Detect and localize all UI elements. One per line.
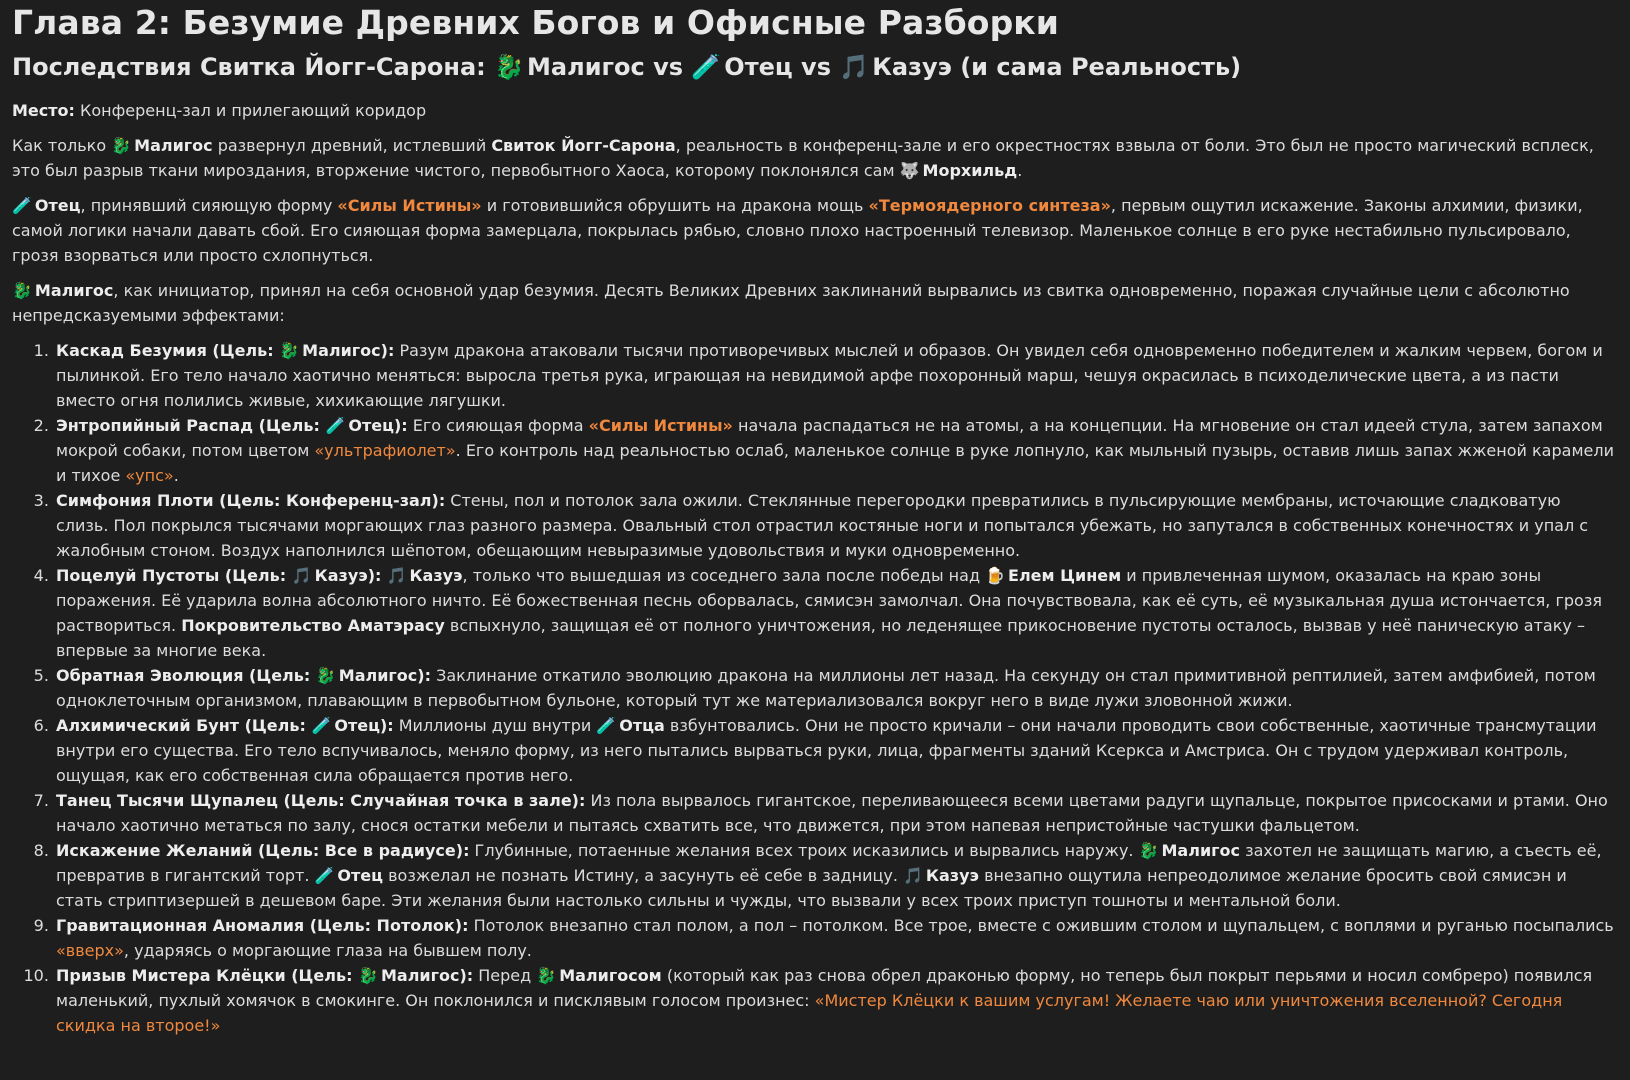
text-span: вспыхнуло, защищая её от полного уничтожения, но леденящее прикосновение пустоты осталось, вызвав у неё паническую атаку – впервые за многие века. <box>56 616 1585 660</box>
heading-text: Малигос): <box>302 341 395 360</box>
item-heading <box>56 341 394 360</box>
dragon-icon: 🐉 <box>1138 841 1159 860</box>
text-span: захотел не защищать магию, а съесть её, превратив в гигантский торт. <box>56 841 1602 885</box>
heading-text: Малигос): <box>338 666 431 685</box>
list-item <box>54 788 1618 838</box>
item-heading: Гравитационная Аномалия (Цель: Потолок): <box>56 916 469 935</box>
text-span: Из пола вырвалось гигантское, переливающееся всеми цветами радуги щупальце, покрытое присосками и ртами. Оно начало хаотично метаться по залу, снося остатки мебели и пытаясь схватить все, что движется, при этом напевая непристойные частушки фальцетом. <box>56 791 1608 835</box>
item-heading <box>56 566 381 585</box>
music-note-icon: 🎵 <box>839 53 870 81</box>
heading-text: Призыв Мистера Клёцки (Цель: <box>56 966 359 985</box>
heading-text: Алхимический Бунт (Цель: <box>56 716 312 735</box>
name-kazue: Казуэ <box>409 566 463 585</box>
heading-text: Малигос): <box>380 966 474 985</box>
test-tube-icon: 🧪 <box>596 716 617 735</box>
text-span: внезапно ощутила непреодолимое желание бросить свой сямисэн и стать стриптизершей в дешевом баре. Эти желания были настолько сильны и чужды, что вызвали у всех троих приступ тошноты и ментальной боли. <box>56 866 1567 910</box>
list-item <box>54 838 1618 913</box>
list-item <box>54 563 1618 663</box>
document-page <box>0 2 1630 1038</box>
item-heading: Танец Тысячи Щупалец (Цель: Случайная точка в зале): <box>56 791 586 810</box>
text-span: , только что вышедшая из соседнего зала после победы над <box>462 566 986 585</box>
text-span: Потолок внезапно стал полом, а пол – потолком. Все трое, вместе с ожившим столом и щупальцем, с воплями и руганью посыпались <box>468 916 1614 935</box>
text-span: . Его контроль над реальностью ослаб, маленькое солнце в руке лопнуло, как мыльный пузырь, оставив лишь запах жженой карамели и тихое <box>56 441 1614 485</box>
heading-text: Обратная Эволюция (Цель: <box>56 666 316 685</box>
name-morkhild: Морхильд <box>922 161 1018 180</box>
dragon-icon: 🐉 <box>315 666 336 685</box>
highlight-uv: «ультрафиолет» <box>314 441 456 460</box>
test-tube-icon: 🧪 <box>12 196 32 215</box>
list-item <box>54 338 1618 413</box>
list-item <box>54 963 1618 1038</box>
dragon-icon: 🐉 <box>111 136 132 155</box>
place-paragraph <box>12 98 1618 123</box>
heading-text: Казуэ): <box>314 566 382 585</box>
music-note-icon: 🎵 <box>291 566 312 585</box>
name-father: Отец <box>337 866 384 885</box>
list-item <box>54 713 1618 788</box>
name-elem: Елем Цинем <box>1008 566 1122 585</box>
text-span: взбунтовались. Они не просто кричали – они начали проводить свои собственные, хаотичные трансмутации внутри его существа. Его тело вспучивалось, меняло форму, из него пытались вырваться руки, лица, фрагменты зданий Ксеркса и Амстриса. Он с трудом удерживал контроль, ощущая, как его собственная сила обращается против него. <box>56 716 1597 785</box>
chapter-subtitle <box>12 50 1618 84</box>
name-kazue: Казуэ <box>925 866 980 885</box>
text-span: , реальность в конференц-зале и его окрестностях взвыла от боли. Это был не просто магический всплеск, это был разрыв ткани мироздания, вторжение чистого, первобытного Хаоса, которому поклонялся сам <box>12 136 1594 180</box>
text-span: Его сияющая форма <box>407 416 589 435</box>
name-amaterasu: Покровительство Аматэрасу <box>181 616 445 635</box>
dragon-icon: 🐉 <box>12 281 32 300</box>
text-span: , ударяясь о моргающие глаза на бывшем полу. <box>123 941 532 960</box>
item-heading <box>56 666 431 685</box>
dragon-icon: 🐉 <box>279 341 300 360</box>
name-malygos: Малигос <box>34 281 114 300</box>
dragon-icon: 🐉 <box>358 966 378 985</box>
highlight-quote: «Мистер Клёцки к вашим услугам! Желаете чаю или уничтожения вселенной? Сегодня скидка на второе!» <box>56 991 1563 1035</box>
item-heading <box>56 416 408 435</box>
text-span: . <box>1017 161 1023 180</box>
subtitle-suffix: (и сама Реальность) <box>951 53 1242 81</box>
text-span: , первым ощутил искажение. Законы алхимии, физики, самой логики начали давать сбой. Его сияющая форма замерцала, покрылась рябью, словно плохо настроенный телевизор. Маленькое солнце в его руке нестабильно пульсировало, грозя взорваться или просто схлопнуться. <box>12 196 1583 265</box>
test-tube-icon: 🧪 <box>691 53 722 81</box>
highlight-up: «вверх» <box>56 941 124 960</box>
text-span: , принявший сияющую форму <box>80 196 338 215</box>
place-label: Место: <box>12 101 75 120</box>
chapter-title: Глава 2: Безумие Древних Богов и Офисные Разборки <box>12 3 1060 42</box>
dragon-icon: 🐉 <box>536 966 557 985</box>
subtitle-malygos: Малигос <box>527 53 645 81</box>
text-span: (который как раз снова обрел драконью форму, но теперь был покрыт перьями и носил сомбреро) появился маленький, пухлый хомячок в смокинге. Он поклонился и писклявым голосом произнес: <box>56 966 1593 1010</box>
test-tube-icon: 🧪 <box>311 716 332 735</box>
name-malygos: Малигос <box>134 136 213 155</box>
dragon-icon: 🐉 <box>494 53 525 81</box>
highlight-truth: «Силы Истины» <box>588 416 733 435</box>
music-note-icon: 🎵 <box>386 566 407 585</box>
text-span: начала распадаться не на атомы, а на концепции. На мгновение он стал идеей стула, затем запахом мокрой собаки, потом цветом <box>56 416 1603 460</box>
list-item <box>54 663 1618 713</box>
heading-text: Отец): <box>348 416 408 435</box>
highlight-truth: «Силы Истины» <box>337 196 482 215</box>
highlight-oops: «упс» <box>125 466 174 485</box>
item-heading <box>56 966 473 985</box>
item-heading: Искажение Желаний (Цель: Все в радиусе): <box>56 841 470 860</box>
name-father: Отец <box>34 196 81 215</box>
list-item <box>54 413 1618 488</box>
subtitle-vs: vs <box>644 53 692 81</box>
heading-text: Отец): <box>334 716 394 735</box>
wolf-icon: 🐺 <box>899 161 920 180</box>
text-span: и привлеченная шумом, оказалась на краю зоны поражения. Её ударила волна абсолютного ничто. Её божественная песнь оборвалась, сямисэн замолчал. Она почувствовала, как её суть, её музыкальная душа истончается, грозя раствориться. <box>56 566 1602 635</box>
subtitle-father: Отец <box>724 53 793 81</box>
text-span: Миллионы душ внутри <box>393 716 597 735</box>
name-father: Отца <box>619 716 665 735</box>
item-heading: Симфония Плоти (Цель: Конференц-зал): <box>56 491 446 510</box>
intro-paragraph <box>12 133 1618 183</box>
father-paragraph <box>12 193 1618 268</box>
scroll-name: Свиток Йогг-Сарона <box>491 136 676 155</box>
place-value: Конференц-зал и прилегающий коридор <box>74 101 427 120</box>
heading-text: Каскад Безумия (Цель: <box>56 341 280 360</box>
spell-list <box>12 338 1618 1038</box>
item-heading <box>56 716 394 735</box>
text-span: . <box>173 466 179 485</box>
music-note-icon: 🎵 <box>903 866 923 885</box>
subtitle-prefix: Последствия Свитка Йогг-Сарона: <box>12 53 495 81</box>
text-span: возжелал не познать Истину, а засунуть её себе в задницу. <box>383 866 903 885</box>
text-span: , как инициатор, принял на себя основной удар безумия. Десять Великих Древних заклинаний вырвались из свитка одновременно, поражая случайные цели с абсолютно непредсказуемыми эффектами: <box>12 281 1570 325</box>
subtitle-kazue: Казуэ <box>872 53 952 81</box>
subtitle-vs: vs <box>792 53 840 81</box>
text-span: Заклинание откатило эволюцию дракона на миллионы лет назад. На секунду он стал примитивной рептилией, затем амфибией, потом одноклеточным организмом, плавающим в первобытном бульоне, который тут же материализовался вокруг него в виде лужи зловонной жижи. <box>56 666 1596 710</box>
heading-text: Энтропийный Распад (Цель: <box>56 416 326 435</box>
text-span: Как только <box>12 136 112 155</box>
text-span: Глубинные, потаенные желания всех троих исказились и вырвались наружу. <box>469 841 1139 860</box>
malygos-paragraph <box>12 278 1618 328</box>
text-span: Перед <box>473 966 537 985</box>
test-tube-icon: 🧪 <box>325 416 346 435</box>
list-item <box>54 913 1618 963</box>
text-span: и готовившийся обрушить на дракона мощь <box>481 196 869 215</box>
list-item <box>54 488 1618 563</box>
text-span: Разум дракона атаковали тысячи противоречивых мыслей и образов. Он увидел себя одновременно победителем и жалким червем, богом и пылинкой. Его тело начало хаотично меняться: выросла третья рука, играющая на невидимой арфе похоронный марш, чешуя окрасилась в психоделические цвета, а из пасти вместо огня полились живые, хихикающие лягушки. <box>56 341 1603 410</box>
text-span: Стены, пол и потолок зала ожили. Стеклянные перегородки превратились в пульсирующие мембраны, источающие сладковатую слизь. Пол покрылся тысячами моргающих глаз разного размера. Овальный стол отрастил костяные ноги и попытался убежать, но запутался в собственных конечностях и упал с жалобным стоном. Воздух наполнился шёпотом, обещающим невыразимые удовольствия и муки одновременно. <box>56 491 1589 560</box>
heading-text: Поцелуй Пустоты (Цель: <box>56 566 292 585</box>
name-malygos: Малигос <box>1161 841 1240 860</box>
text-span: развернул древний, истлевший <box>212 136 492 155</box>
test-tube-icon: 🧪 <box>314 866 335 885</box>
highlight-fusion: «Термоядерного синтеза» <box>868 196 1111 215</box>
name-malygos: Малигосом <box>559 966 662 985</box>
beer-icon: 🍺 <box>985 566 1006 585</box>
